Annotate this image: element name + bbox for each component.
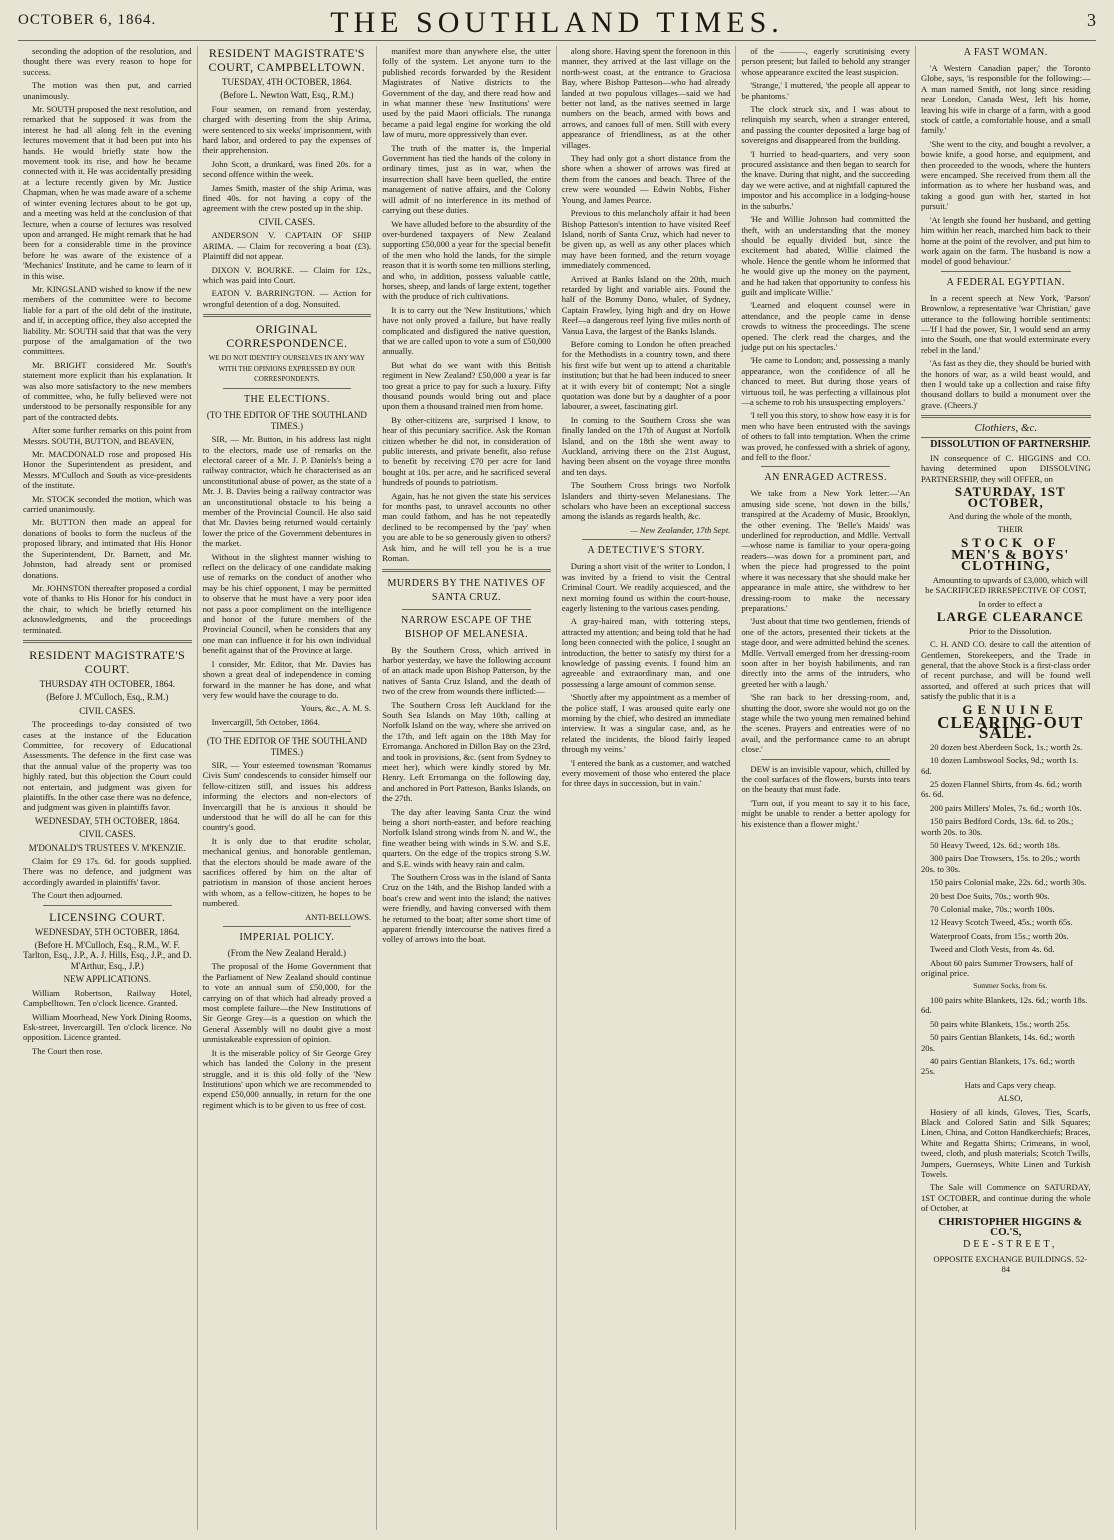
paragraph: 'Shortly after my appointment as a member of the police staff, I was aroused quite early one morning by the chief, who desired an immediate interview. It was a singular case, and, as he related the incidents, the blood fairly leaped through my veins.': [561, 692, 731, 755]
column-6: [916, 46, 1096, 1530]
paragraph: After some further remarks on this point from Messrs. SOUTH, BUTTON, and BEAVEN,: [23, 425, 192, 446]
section-before: (Before J. M'Culloch, Esq., R.M.): [46, 692, 169, 703]
paragraph: The truth of the matter is, the Imperial Government has tied the hands of the colony in ordinary times, just as in war, when the insurrection shall have been quelled, the entire management of native affairs, and the Colony will admit of no interference in its method of carrying out these duties.: [382, 142, 551, 216]
paragraph: Mr. STOCK seconded the motion, which was carried unanimously.: [23, 493, 192, 515]
signature: ANTI-BELLOWS.: [305, 911, 372, 922]
paragraph: Previous to this melancholy affair it had been Bishop Patteson's intention to have visited Reef Island, north of Santa Cruz, which had never to be given up, as well as any other places which may have been formed, and the return voyage immediately commenced.: [561, 208, 731, 271]
ad-item: Tweed and Cloth Vests, from 4s. 6d.: [929, 944, 1055, 955]
ad-street: DEE-STREET,: [963, 1239, 1058, 1251]
case-title: M'DONALD'S TRUSTEES V. M'KENZIE.: [28, 842, 186, 853]
paragraph: Mr. MACDONALD rose and proposed His Honor the Superintendent as president, and Messrs. M'Culloch and South as vice-presidents of the institute.: [23, 449, 192, 491]
newspaper-columns: [18, 46, 1096, 1530]
paragraph: 'He and Willie Johnson had committed the theft, with an understanding that the money should be equally divided but, since the excitement had abated, Willie claimed the whole. Hence the gentle whom he informed that he would give up the money on the payment, and he had taken that opportunity to confess his guilt and implicate Willie.': [741, 214, 910, 297]
column-5: [736, 46, 916, 1530]
ad-clearing-sale: CLEARING-OUT SALE.: [937, 712, 1084, 743]
paragraph: It is the miserable policy of Sir George Grey which has landed the Colony in the present struggle, and it is this old folly of the 'New Institutions' upon which we are recommended to expend £50,000 annually, in return for the one regiment which is to be given to us free of cost.: [202, 1047, 372, 1110]
article-heading: THE ELECTIONS.: [243, 394, 330, 406]
paragraph: The proceedings to-day consisted of two cases at the instance of the Education Committee, for recovery of Educational Assessments. The defence in the first case was that the annual value of the property was too highly rated, but this objection the Court could not entertain, and judgment was given for plaintiffs. In the other case there was no defence, and judgment was given in plaintiffs favor.: [23, 719, 192, 813]
ad-item: 300 pairs Doe Trowsers, 15s. to 20s.; worth 20s. to 30s.: [920, 853, 1080, 874]
paragraph: A gray-haired man, with tottering steps, attracted my attention; and being told that he had long been connected with the police, I sought an introduction, the better to satisfy my thirst for a knowledge of passing events. I found him an agreeable and extraordinary man, and one possessing a large amount of common sense.: [561, 616, 731, 689]
paragraph: John Scott, a drunkard, was fined 20s. for a second offence within the week.: [202, 158, 372, 180]
paragraph: The clock struck six, and I was about to relinquish my search, when a stranger entered, and passing the counter deposited a large bag of sovereigns and disappeared from the building.: [741, 104, 910, 146]
article-heading: A DETECTIVE'S STORY.: [587, 545, 705, 557]
signature: Yours, &c., A. M. S.: [300, 703, 372, 714]
paragraph: By other-citizens are, surprised I know, to hear of this pecuniary sacrifice. Ask the Roman citizen whether he did not, in consideration of public interests, and private benefit, also refuse to benefit by receiving £70 per acre for land bought at 10s. per acre, and he sacrificed several hundreds of pounds to patriotism.: [382, 414, 551, 488]
paragraph: They had only got a short distance from the shore when a shower of arrows was fired at them from the canoes and beach. Three of the crew were wounded — Edwin Nobbs, Fisher Young, and James Pearce.: [561, 153, 731, 205]
page-number: 3: [1087, 10, 1096, 30]
paragraph: 'As fast as they die, they should be buried with the honors of war, as a wild beast would, and then I would take up a collection and raise fifty thousand dollars to build a monument over the grave. (Cheers.)': [920, 358, 1091, 410]
section-heading: RESIDENT MAGISTRATE'S COURT, CAMPBELLTOWN.: [208, 46, 366, 74]
article-heading: A FAST WOMAN.: [963, 47, 1048, 58]
subheading: NEW APPLICATIONS.: [63, 974, 151, 985]
paragraph: By the Southern Cross, which arrived in harbor yesterday, we have the following account of an attack made upon Bishop Patterson, by the natives of Santa Cruz Island, and the death of two of the crew from wounds there inflicted:—: [382, 644, 551, 697]
article-heading: AN ENRAGED ACTRESS.: [764, 472, 887, 484]
ad-item: About 60 pairs Summer Trowsers, half of original price.: [920, 957, 1073, 979]
ad-clothing: MEN'S & BOYS' CLOTHING,: [951, 548, 1070, 574]
paragraph: The motion was then put, and carried unanimously.: [23, 80, 192, 101]
ad-item: 20 dozen best Aberdeen Sock, 1s.; worth 2s.: [929, 741, 1083, 752]
paragraph: EATON V. BARRINGTON. — Action for wrongful detention of a dog. Nonsuited.: [202, 288, 372, 309]
divider: [223, 388, 352, 389]
section-date: THURSDAY 4TH OCTOBER, 1864.: [39, 678, 176, 689]
ad-item: 150 pairs Bedford Cords, 13s. 6d. to 20s.; worth 20s. to 30s.: [920, 816, 1074, 837]
divider: [941, 271, 1071, 272]
paragraph: Mr. SOUTH proposed the next resolution, and remarked that he supposed it was from the interest he had all along felt in the evening lectures movement that it had been put into his hands. He would briefly state how the movement took its rise, and how he became connected with it. He was accidentally presiding at a lecture recently given by Mr. Justice Chapman, when he was made aware of a scheme of winter evening lectures about to be got up, and a meeting was held at the conclusion of that lecture, when a course of lectures was resolved upon and arranged. He might remark that he had been for a considerable time in the province before he was aware of the existence of a 'Mechanics' Institute, and he came to learn of it in this wise.: [23, 104, 192, 281]
byline: (TO THE EDITOR OF THE SOUTHLAND TIMES.): [206, 736, 367, 757]
divider: [402, 609, 531, 610]
ad-date: SATURDAY, 1ST OCTOBER,: [954, 484, 1066, 510]
divider: [582, 539, 711, 540]
ad-text: Hosiery of all kinds, Gloves, Ties, Scarfs, Black and Colored Satin and Silk Squares; Linen, China, and Cotton Handkerchiefs; Braces, White and Regatta Shirts; Crimeans, in wool, tweed, cloth, and plush materials; Scotch Twills, Jumpers, Guernseys, White Linen and Turkish Towels.: [920, 1106, 1091, 1179]
paragraph: 'Strange,' I muttered, 'the people all appear to be phantoms.': [741, 80, 910, 101]
divider: [223, 926, 352, 927]
ad-clearance: LARGE CLEARANCE: [936, 609, 1084, 625]
paragraph: We have alluded before to the absurdity of the over-burdened taxpayers of New Zealand supporting £50,000 a year for the special benefit of the men who hold the lands, for the simple reason that it is worth some ten millions sterling, and who, in addition, possess valuable cattle, horses, sheep, and lands of large extent, together with the produce of rich cultivations.: [382, 218, 551, 302]
paragraph: James Smith, master of the ship Arima, was fined 40s. for not having a copy of the agreement with the crew posted up in the ship.: [202, 182, 372, 214]
ad-item: 50 Heavy Tweed, 12s. 6d.; worth 18s.: [929, 840, 1061, 850]
subheading: CIVIL CASES.: [79, 705, 136, 716]
subheading: CIVIL CASES.: [79, 829, 136, 840]
ad-text: C. H. AND CO. desire to call the attention of Gentlemen, Storekeepers, and the Trade in general, that the above Stock is a first-class order of recent purchase, and will be found well assorted, and offered at such prices that will satisfy the public that it is a: [920, 639, 1091, 702]
ad-text: And during the whole of the month,: [948, 511, 1072, 522]
section-date: WEDNESDAY, 5TH OCTOBER, 1864.: [34, 926, 180, 937]
ad-genuine: GENUINE: [962, 701, 1059, 717]
ad-firm: CHRISTOPHER HIGGINS & CO.'S,: [938, 1215, 1083, 1238]
paragraph: Mr. BRIGHT considered Mr. South's statement more explicit than his explanation. It was also more satisfactory to the new members of committee, who, he fully believed were not understood to be personally responsible for any part of the contracted debts.: [23, 359, 192, 422]
masthead-title: THE SOUTHLAND TIMES.: [330, 6, 784, 39]
ad-item: 40 pairs Gentian Blankets, 17s. 6d.; worth 25s.: [920, 1055, 1075, 1077]
section-date: WEDNESDAY, 5TH OCTOBER, 1864.: [34, 815, 180, 826]
ad-text: Hats and Caps very cheap.: [964, 1079, 1056, 1090]
paragraph: We take from a New York letter:—'An amusing side scene, 'not down in the bills,' transpired at the Academy of Music, Brooklyn, the other evening. The 'Belle's Maids' was underlined for reproduction, and Mdlle. Vertvall—whose name is familiar to your opera-going readers—was down for a prominent part, and when the piece had progressed to the point where it was necessary that she should make her appearance in male attire, she withdrew to her dressing-room to make the necessary preparations.': [741, 488, 910, 613]
divider: [921, 415, 1091, 418]
ad-item: 25 dozen Flannel Shirts, from 4s. 6d.; worth 6s. 6d.: [920, 778, 1082, 800]
section-date: TUESDAY, 4TH OCTOBER, 1864.: [221, 77, 352, 87]
paragraph: 'I entered the bank as a customer, and watched every movement of those who entered the place for three days in succession, but in vain.': [561, 757, 731, 789]
article-heading: MURDERS BY THE NATIVES OF SANTA CRUZ.: [387, 577, 546, 603]
article-heading: A FEDERAL EGYPTIAN.: [946, 276, 1065, 288]
section-heading: ORIGINAL CORRESPONDENCE.: [226, 322, 348, 351]
signature-place: Invercargill, 5th October, 1864.: [211, 716, 320, 727]
masthead-date: OCTOBER 6, 1864.: [18, 12, 157, 28]
paragraph: 'At length she found her husband, and getting him within her reach, marched him back to their home at the point of the revolver, and put him to work again on the farm. The husband is now a model of good behaviour.': [920, 214, 1091, 267]
paragraph: The Southern Cross was in the island of Santa Cruz on the 14th, and the Bishop landed with a boat's crew and went into the island; the natives were friendly, and having conversed with them he returned to the boat; after some short time of apparent friendly intercourse the natives fired a volley of arrows into the boat.: [382, 872, 551, 945]
paragraph: It is to carry out the 'New Institutions,' which have not only proved a failure, but have really complicated and disfigured the native question, that we are called upon to vote a sum of £50,000 annually.: [382, 304, 551, 357]
column-1: [18, 46, 198, 1530]
paragraph: 'She ran back to her dressing-room, and, shutting the door, swore she would not go on the stage while the two young men remained behind the scenes. Prayers and entreaties were of no avail, and the performance came to an abrupt close.': [741, 692, 910, 755]
article-heading: IMPERIAL POLICY.: [239, 932, 335, 944]
paragraph: manifest more than anywhere else, the utter folly of the system. Let anyone turn to the published records forwarded by the Resident Magistrates of Native districts to the Government of the day, and there read how and in what manner these 'new Institutions' were used by the paid Maori officials. The runanga became a paid legal engine for working the old law of muru, more oppressively than ever.: [382, 46, 551, 140]
paragraph: seconding the adoption of the resolution, and thought there was every reason to hope for success.: [23, 46, 192, 77]
ad-text: ALSO,: [997, 1093, 1023, 1104]
subheading: CIVIL CASES.: [258, 216, 315, 227]
ad-item: 10 dozen Lambswool Socks, 9d.; worth 1s. 6d.: [920, 755, 1079, 776]
section-before: (Before H. M'Culloch, Esq., R.M., W. F. Tarlton, Esq., J.P., A. J. Hills, Esq., J.P., and D. M'Arthur, Esq., J.P.): [23, 940, 192, 971]
paragraph: Without in the slightest manner wishing to reflect on the delicacy of one candidate making use of remarks on the conduct of another who may be his chief opponent, I may be permitted to observe that he must have a very poor idea not pass a poor compliment on the intelligence and honor of the future members of the Provincial Council, when he considers that any one man can influence it for his own individual benefit against that of the Province at large.: [202, 551, 372, 656]
paragraph: DIXON V. BOURKE. — Claim for 12s., which was paid into Court.: [202, 264, 372, 285]
paragraph: During a short visit of the writer to London, I was invited by a friend to visit the Central Criminal Court. We readily acquiesced, and the next morning found us within the court-house, eagerly listening to the various cases pending.: [561, 561, 731, 613]
ad-item: 12 Heavy Scotch Tweed, 45s.; worth 65s.: [929, 917, 1073, 928]
paragraph: Mr. BUTTON then made an appeal for donations of books to form the nucleus of the proposed library, and intimated that His Honor the Superintendent, Dr. Barnett, and Mr. Johnston, had already sent or promised donations.: [23, 517, 192, 580]
ad-headline: DISSOLUTION OF PARTNERSHIP.: [930, 438, 1091, 450]
ad-item: 100 pairs white Blankets, 12s. 6d.; worth 18s. 6d.: [920, 994, 1088, 1016]
paragraph: 'I tell you this story, to show how easy it is for men who have been entrusted with the savings of others to fall into temptation. When the crime was proved, he confessed with a shriek of agony, and fell to the floor.': [741, 410, 910, 463]
paragraph: The Court then rose.: [32, 1045, 103, 1056]
ad-item: 20 best Doe Suits, 70s.; worth 90s.: [929, 890, 1050, 901]
article-heading: NARROW ESCAPE OF THE BISHOP OF MELANESIA.: [400, 614, 532, 640]
byline: (TO THE EDITOR OF THE SOUTHLAND TIMES.): [206, 410, 367, 431]
ad-text: Summer Socks, from 6s.: [973, 981, 1048, 991]
classified-heading: Clothiers, &c.: [974, 422, 1038, 435]
ad-text: Prior to the Dissolution.: [968, 625, 1052, 636]
ad-item: 200 pairs Millers' Moles, 7s. 6d.; worth 10s.: [929, 802, 1082, 813]
paragraph: Mr. KINGSLAND wished to know if the new members of the committee were to become liable for a part of the old debt of the institute, and if, in accepting office, they also accepted the liability. Mr. SOUTH said that that was the very purpose of the amalgamation of the two committees.: [23, 283, 192, 357]
column-3: [377, 46, 557, 1530]
paragraph: In coming to the Southern Cross she was finally landed on the 17th of August at Norfolk Island, and on the 18th she went away to Auckland, arriving there on the 21st August, having been absent on the voyage three months and ten days.: [561, 414, 731, 477]
paragraph: The Southern Cross left Auckland for the South Sea Islands on May 10th, calling at Norfolk Island on the way, where she arrived on the 17th, and left again on the 18th May for Erromanga. Anchored in Dillon Bay on the 23rd, and took in provisions, &c. (sent from Sydney to meet her), which were kindly stored by Mr. Henry. Left Erromanga on the following day, and anchored in Port Patteson, Banks Islands, on the 27th.: [382, 699, 551, 804]
paragraph: William Moorhead, New York Dining Rooms, Esk-street, Invercargill. Ten o'clock licence. No opposition. Licence granted.: [23, 1011, 192, 1043]
paragraph: 'A Western Canadian paper,' the Toronto Globe, says, 'is responsible for the following:—A man named Smith, not long since residing near London, Canada West, left his home, leaving his wife in charge of a farm, with a good stock of cattle, a comfortable house, and a small family.': [920, 63, 1091, 136]
paragraph: The proposal of the Home Government that the Parliament of New Zealand should continue to vote an annual sum of £50,000, for the carrying on of that which had already proved a most complete failure—the New Institutions of Sir George Grey—is a question on which the General Assembly will no doubt give a most unmistakeable expression of opinion.: [202, 961, 372, 1045]
paragraph: Claim for £9 17s. 6d. for goods supplied. There was no defence, and judgment was accordingly awarded in plaintiffs' favor.: [23, 856, 192, 887]
paragraph: DEW is an invisible vapour, which, chilled by the cool surfaces of the flowers, bursts into tears on the beauty that must fade.: [741, 763, 910, 795]
paragraph: Mr. JOHNSTON thereafter proposed a cordial vote of thanks to His Honor for his conduct in the chair, to which he briefly returned his acknowledgments, and the proceedings terminated.: [23, 582, 192, 635]
ad-item: 50 pairs Gentian Blankets, 14s. 6d.; worth 20s.: [920, 1032, 1075, 1053]
paragraph: ANDERSON V. CAPTAIN OF SHIP ARIMA. — Claim for recovering a boat (£3). Plaintiff did not appear.: [202, 230, 372, 262]
ad-address: OPPOSITE EXCHANGE BUILDINGS. 52-84: [933, 1253, 1088, 1275]
divider: [23, 640, 192, 643]
paragraph: Again, has he not given the state his services for months past, to unravel accounts no other man could fathom, and has he not repeatedly declined to be recompensed by the 'pay' when you are able to be so generously given to others? Ask him, and he will tell you he is a true Roman.: [382, 490, 551, 564]
column-4: [557, 46, 737, 1530]
ad-item: 70 Colonial make, 70s.; worth 100s.: [929, 904, 1055, 915]
article-source: — New Zealander, 17th Sept.: [630, 524, 731, 535]
paragraph: SIR, — Your esteemed townsman 'Romanus Civis Sum' condescends to consider himself our fellow-citizen still, and issues his address informing the electors and non-electors of Invercargill that he is anxious it should be understood that he will do all he can for this country's good.: [202, 759, 372, 833]
ad-text: The Sale will Commence on SATURDAY, 1ST OCTOBER, and continue during the whole of October, at: [920, 1182, 1091, 1214]
paragraph: 'She went to the city, and bought a revolver, a bowie knife, a good horse, and equipment, and then proceeded to the woods, where the hunters were encamped. She received from them all the information as to where her husband was, and taking a good gun with her, started in hot pursuit.': [920, 138, 1091, 212]
ad-item: Waterproof Coats, from 15s.; worth 20s.: [929, 930, 1069, 941]
divider: [761, 759, 890, 760]
paragraph: The Court then adjourned.: [32, 890, 123, 901]
paragraph: 'Learned and eloquent counsel were in attendance, and the people came in dense crowds to witness the proceedings. The scene opened. The clerk read the charges, and the judge put on his spectacles.': [741, 300, 910, 352]
paragraph: 'Turn out, if you meant to say it to his face, might be unable to render a better apology for his existence than a flower might.': [741, 797, 910, 829]
ad-text: IN consequence of C. HIGGINS and CO. having determined upon DISSOLVING PARTNERSHIP, they will OFFER, on: [920, 453, 1091, 484]
divider: [382, 569, 551, 572]
paragraph: SIR, — Mr. Button, in his address last night to the electors, made use of remarks on the electoral career of a Mr. J. P. Daniels's being a railway contractor, which he characterised as an unconstitutional abuse of power, as the state of a Mr. J. B. Davies being a railway contractor was an unconstitutional obstacle to his being a member of the Provincial Council. He also said that Mr. Davies being returned would certainly lower the price of the Government debentures in the market.: [202, 434, 372, 549]
section-before: (Before L. Newton Watt, Esq., R.M.): [220, 90, 354, 101]
editorial-note: WE DO NOT IDENTIFY OURSELVES IN ANY WAY WITH THE OPINIONS EXPRESSED BY OUR CORRESPONDENTS.: [208, 354, 366, 383]
section-heading: RESIDENT MAGISTRATE'S COURT.: [29, 647, 186, 676]
paragraph: 'He came to London; and, possessing a manly appearance, won the confidence of all he chanced to meet. But during those years of virtuous toil, he was perfecting a villainous plot—a scheme to rob his unsuspecting employers.': [741, 355, 910, 407]
ad-stock: STOCK OF: [960, 534, 1060, 550]
ad-text: In order to effect a: [978, 598, 1043, 609]
divider: [203, 314, 372, 317]
paragraph: The day after leaving Santa Cruz the wind being a short north-easter, and before reaching Norfolk Island strong winds from N. and W., the fine weather being with winds in S.W. and S.E. quarters. On the edge of the tropics strong S.W. and S.E. winds with heavy rain and calm.: [382, 806, 551, 869]
column-2: [198, 46, 378, 1530]
ad-text: THEIR: [997, 524, 1023, 535]
ad-item: 50 pairs white Blankets, 15s.; worth 25s.: [929, 1018, 1071, 1029]
ad-item: 150 pairs Colonial make, 22s. 6d.; worth 30s.: [929, 877, 1087, 888]
paragraph: The Southern Cross brings two Norfolk Islanders and thirty-seven Melanesians. The scholars who have been an exceptional success among the islands as regards health, &c.: [561, 480, 731, 522]
paragraph: along shore. Having spent the forenoon in this manner, they arrived at the last village on the north-west coast, at the entrance to Graciosa Bay, where Bishop Patteson—who had already landed at two populous villages—said we had better not land, as the natives seemed in large numbers on the beach, armed with bows and arrows, and canoes full of men. Still with every appearance of friendliness, as at the other villages.: [561, 46, 731, 150]
section-heading: LICENSING COURT.: [49, 909, 166, 924]
paragraph: I consider, Mr. Editor, that Mr. Davies has shown a great deal of independence in coming forward in the manner he has done, and what very few would have the courage to do.: [202, 658, 372, 700]
paragraph: It is only due to that erudite scholar, mechanical genius, and honorable gentleman, that the electors should be made aware of the sacrifices offered by him on the altar of patriotism in mansion of those ancient heroes with whom, as a fellow-citizen, he hopes to be numbered.: [202, 835, 372, 909]
divider: [43, 905, 172, 906]
paragraph: Arrived at Banks Island on the 20th, much retarded by light and variable airs. Found the half of the Bommy Dono, whaler, of Sydney, Captain Frawley, lying high and dry on Howe Reef—a dangerous reef lying five miles north of Vanua Lava, the largest of the Banks Islands.: [561, 273, 731, 336]
paragraph: 'I hurried to head-quarters, and very soon procured assistance and then began to search for the knave. During that night, and the succeeding day we were active, and at nightfall captured the impostor and his accomplice in a lodging-house in the suburbs.': [741, 148, 910, 211]
article-source: (From the New Zealand Herald.): [227, 948, 346, 959]
paragraph: 'Just about that time two gentlemen, friends of one of the actors, presented their tickets at the stage door, and were admitted behind the scenes. Mdlle. Vertvall emerged from her dressing-room soon after in her boyish habiliments, and ran directly into the arms of the intruders, who greeted her with a laugh.': [741, 616, 910, 689]
paragraph: Four seamen, on remand from yesterday, charged with deserting from the ship Arima, were sentenced to six weeks' imprisonment, with hard labor, and ordered to pay the expenses of their apprehension.: [202, 103, 372, 156]
paragraph: But what do we want with this British regiment in New Zealand? £50,000 a year is far too great a price to pay for such a luxury. Fifty thousand pounds would bring out and place upon them a thousand trained men from home.: [382, 359, 551, 412]
paragraph: In a recent speech at New York, 'Parson' Brownlow, a representative 'war Christian,' gave utterance to the following horrible sentiments:—'If I had the power, Sir, I would send an army into the South, one that would exterminate every rebel in the land.': [920, 292, 1091, 355]
divider: [921, 437, 1091, 438]
masthead: [18, 6, 1096, 41]
paragraph: William Robertson, Railway Hotel, Campbelltown. Ten o'clock licence. Granted.: [23, 987, 192, 1009]
paragraph: Before coming to London he often preached for the Methodists in a country town, and there his first wife but went up to attend a charitable institution; but that he had been induced to sneer at it with every bit of contempt; Not a single quotation was done but by a daughter of a poor labourer, a sweet, fascinating girl.: [561, 338, 731, 412]
divider: [223, 731, 352, 732]
paragraph: of the ———, eagerly scrutinising every person present; but failed to behold any stranger whose appearance excited the least suspicion.: [741, 46, 910, 77]
ad-text: Amounting to upwards of £3,000, which will be SACRIFICED IRRESPECTIVE OF COST,: [925, 575, 1088, 596]
divider: [761, 466, 890, 467]
